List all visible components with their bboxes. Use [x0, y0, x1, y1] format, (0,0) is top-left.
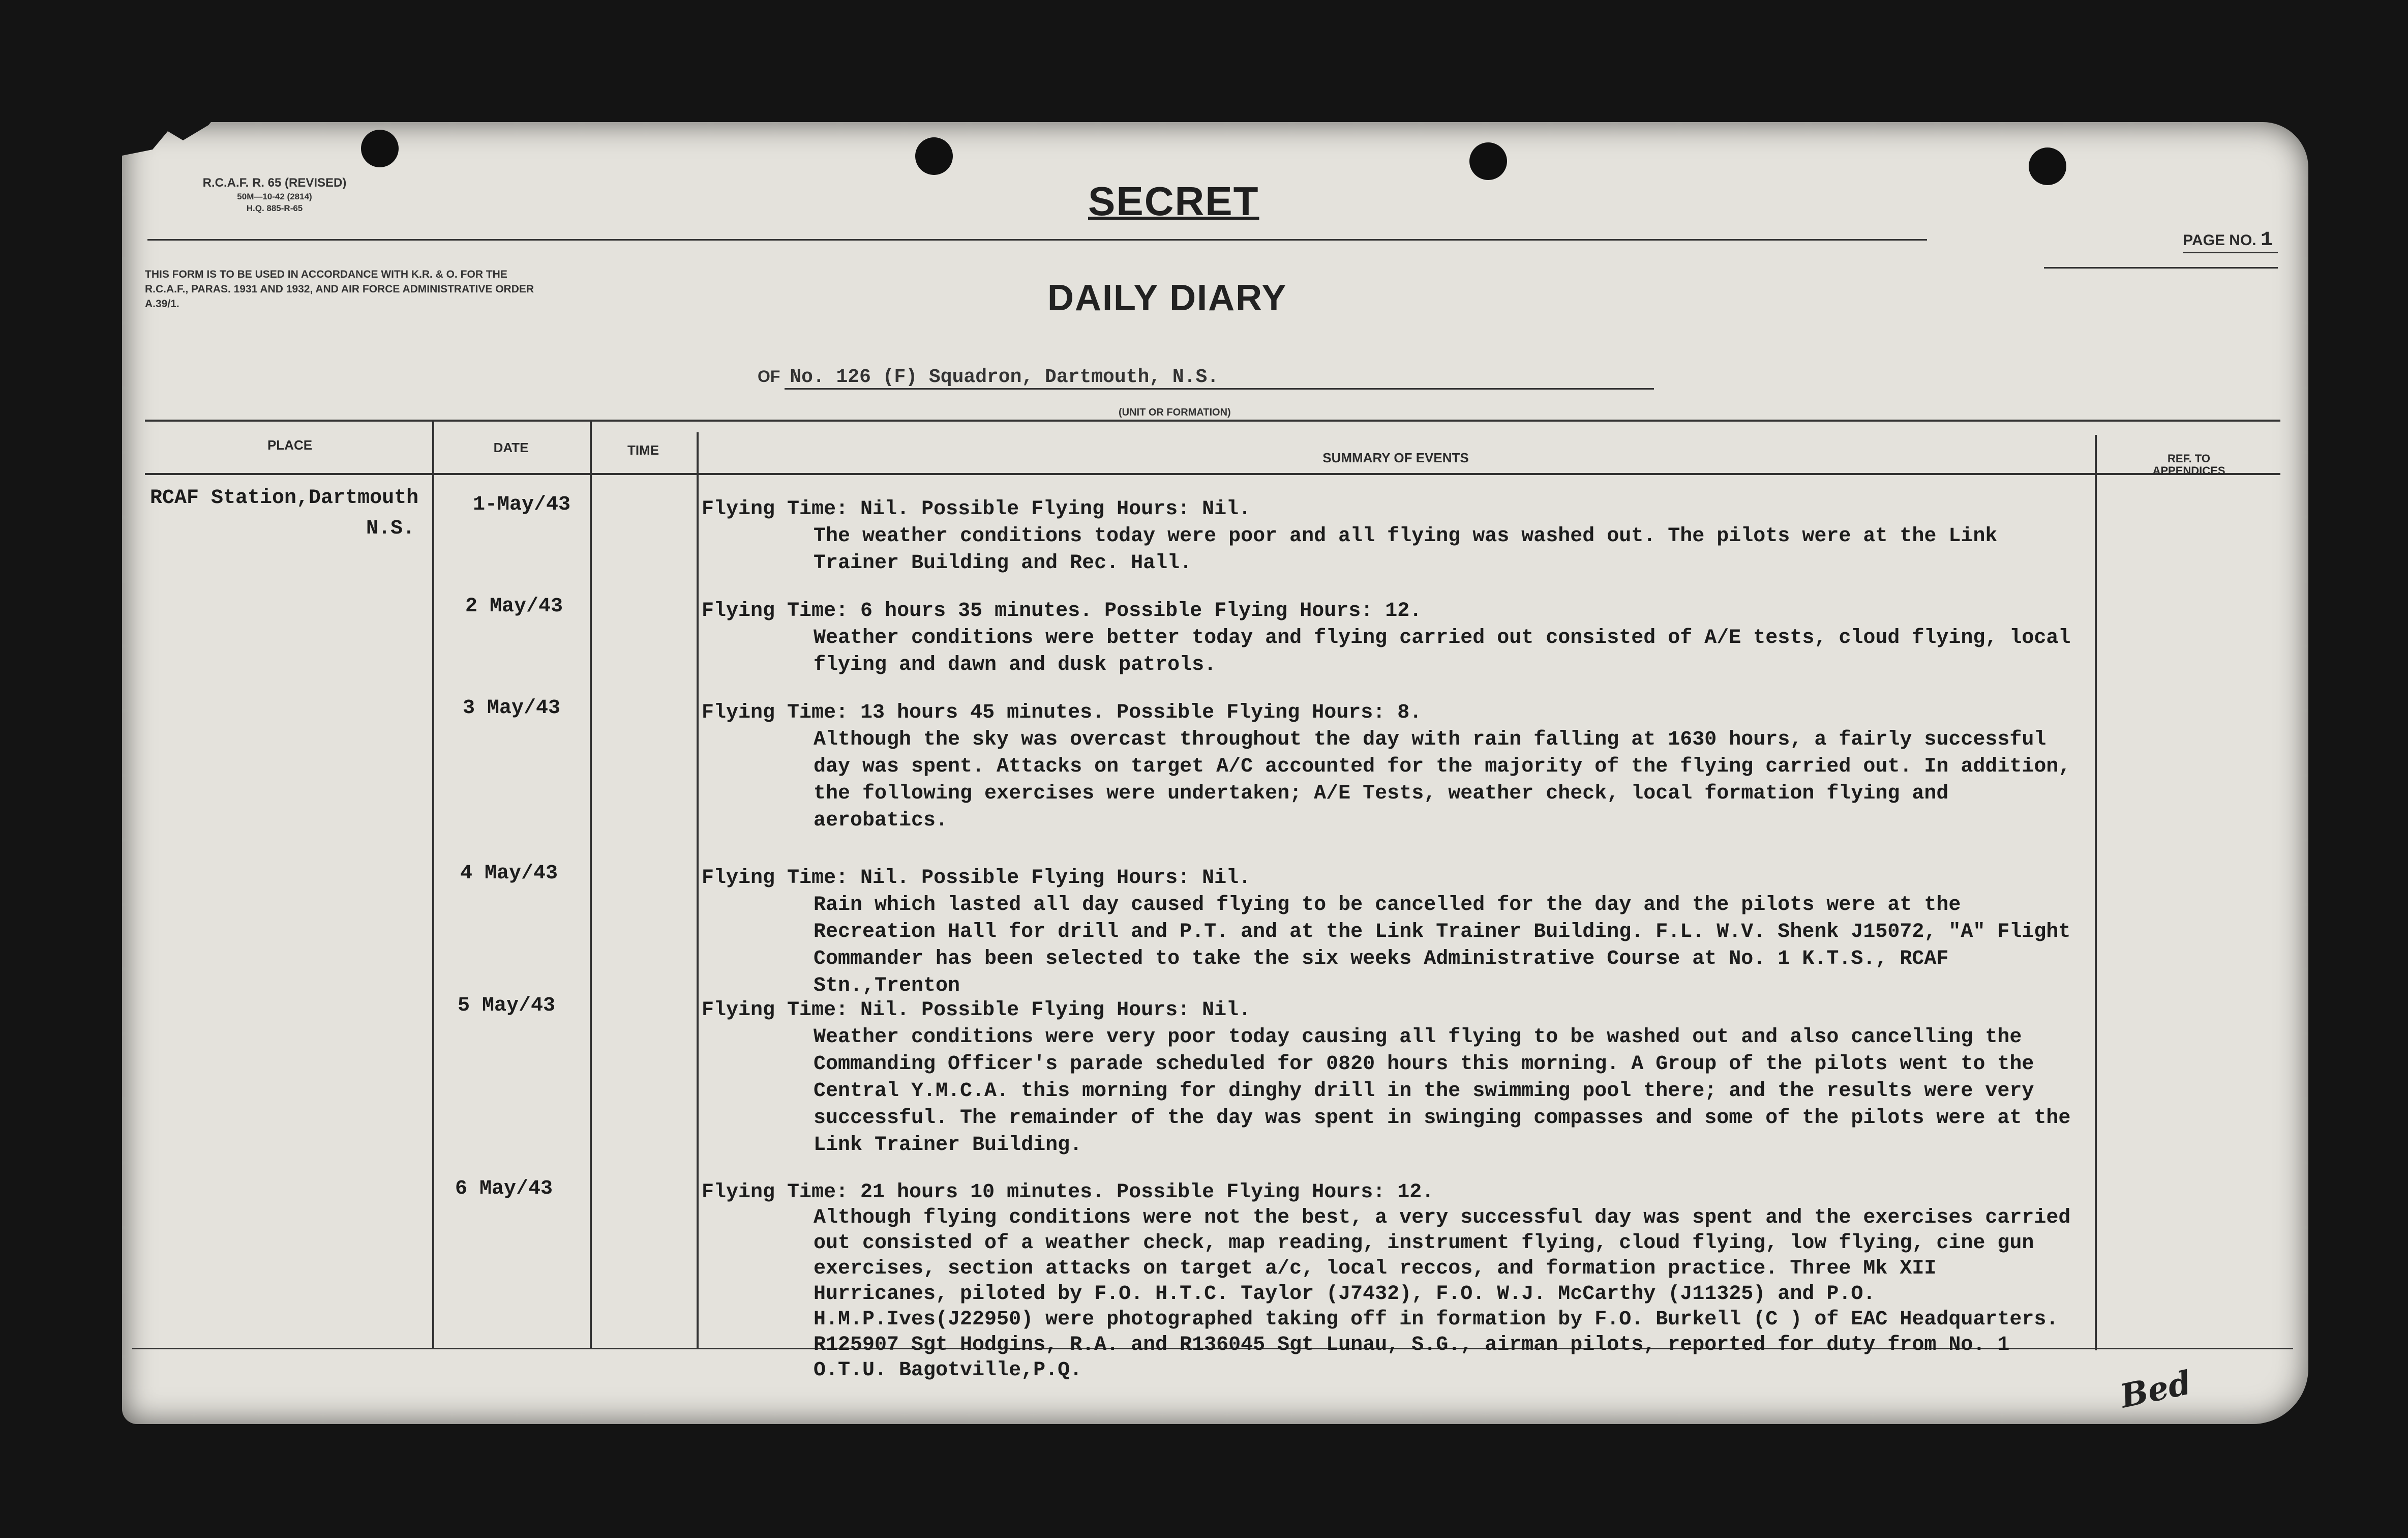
unit-line: [758, 366, 1654, 390]
unit-value: No. 126 (F) Squadron, Dartmouth, N.S.: [785, 366, 1654, 390]
column-divider: [432, 420, 434, 1348]
classification-stamp: SECRET: [1088, 179, 1259, 224]
form-identifier: [153, 175, 397, 214]
place-line-2: N.S.: [366, 517, 415, 540]
entry-body: Although flying conditions were not the best, a very successful day was spent and the exercises carried out consisted of a weather check, map reading, instrument flying, cloud flying, low flying, cine gun exercises, section attacks on target a/c, local reccos, and formation practice. Three Mk XII Hurricanes, piloted by F.O. H.T.C. Taylor (J7432), F.O. W.J. McCarthy (J11325) and P.O. H.M.P.Ives(J22950) were photographed taking off in formation by F.O. Burkell (C ) of EAC Headquarters. R125907 Sgt Hodgins, R.A. and R136045 Sgt Lunau, S.G., airman pilots, reported for duty from No. 1 O.T.U. Bagotville,P.Q.: [814, 1206, 2071, 1382]
column-divider: [2095, 435, 2097, 1350]
diary-entry: [702, 496, 2074, 577]
unit-caption: (UNIT OR FORMATION): [1119, 407, 1231, 418]
print-line-2: H.Q. 885-R-65: [246, 203, 303, 213]
form-number: R.C.A.F. R. 65 (REVISED): [202, 176, 347, 190]
column-header-summary: SUMMARY OF EVENTS: [1322, 450, 1469, 465]
place-cell: [150, 483, 465, 544]
entry-heading: Flying Time: Nil. Possible Flying Hours: Nil.: [702, 999, 1251, 1022]
column-divider: [697, 432, 699, 1348]
table-top-rule: [145, 420, 2280, 422]
header-rule: [2044, 267, 2278, 269]
ref-line-1: REF. TO: [2168, 452, 2210, 465]
diary-entry: [702, 699, 2074, 834]
place-line-1: RCAF Station,Dartmouth: [150, 487, 419, 510]
entry-heading: Flying Time: 21 hours 10 minutes. Possible Flying Hours: 12.: [702, 1181, 1434, 1204]
of-label: OF: [758, 367, 780, 386]
diary-entry: [702, 1180, 2074, 1383]
entry-body: Rain which lasted all day caused flying to be cancelled for the day and the pilots were at the Recreation Hall for drill and P.T. and at the Link Trainer Building. F.L. W.V. Shenk J15072, "A" Flight Commander has been selected to take the six weeks Administrative Course at No. 1 K.T.S., RCAF Stn.,Trenton: [814, 894, 2071, 997]
punch-hole: [915, 137, 953, 175]
entry-body: Although the sky was overcast throughout the day with rain falling at 1630 hours, a fairly successful day was spent. Attacks on target A/C accounted for the majority of the flying carried out. In addition, the following exercises were undertaken; A/E Tests, weather check, local formation flying and aerobatics.: [814, 728, 2071, 832]
punch-hole: [2029, 147, 2066, 185]
entry-date: 4 May/43: [460, 862, 558, 885]
diary-sheet: [122, 122, 2308, 1424]
header-rule: [147, 239, 1927, 241]
column-header-place: PLACE: [267, 437, 313, 453]
page-number-field: [2183, 229, 2278, 253]
entry-date: 2 May/43: [465, 595, 563, 618]
column-header-time: TIME: [627, 442, 659, 458]
column-divider: [590, 420, 592, 1348]
column-header-ref: [2100, 453, 2278, 477]
table-header-rule: [145, 473, 2280, 475]
diary-entry: [702, 865, 2074, 999]
page-label: PAGE NO.: [2183, 232, 2256, 249]
entry-body: Weather conditions were very poor today causing all flying to be washed out and also cancelling the Commanding Officer's parade scheduled for 0820 hours this morning. A Group of the pilots went to the Central Y.M.C.A. this morning for dinghy drill in the swimming pool there; and the results were very successful. The remainder of the day was spent in swinging compasses and some of the pilots were at the Link Trainer Building.: [814, 1026, 2071, 1157]
page-number: 1: [2260, 229, 2273, 252]
column-header-date: DATE: [493, 440, 529, 455]
entry-heading: Flying Time: 6 hours 35 minutes. Possible Flying Hours: 12.: [702, 600, 1422, 623]
entry-body: The weather conditions today were poor and all flying was washed out. The pilots were at the Link Trainer Building and Rec. Hall.: [814, 525, 1998, 575]
print-line-1: 50M—10-42 (2814): [237, 192, 312, 201]
entry-heading: Flying Time: Nil. Possible Flying Hours: Nil.: [702, 867, 1251, 890]
entry-date: 6 May/43: [455, 1177, 553, 1200]
torn-corner: [122, 107, 224, 168]
usage-notice: THIS FORM IS TO BE USED IN ACCORDANCE WITH K.R. & O. FOR THE R.C.A.F., PARAS. 1931 AND 1932, AND AIR FORCE ADMINISTRATIVE ORDER A.39/1.: [145, 269, 534, 310]
entry-heading: Flying Time: Nil. Possible Flying Hours: Nil.: [702, 498, 1251, 521]
diary-entry: [702, 997, 2074, 1159]
entry-date: 1-May/43: [473, 493, 571, 516]
entry-body: Weather conditions were better today and flying carried out consisted of A/E tests, cloud flying, local flying and dawn and dusk patrols.: [814, 627, 2071, 676]
ref-line-2: APPENDICES: [2152, 464, 2225, 477]
entry-date: 5 May/43: [458, 994, 556, 1017]
entry-heading: Flying Time: 13 hours 45 minutes. Possible Flying Hours: 8.: [702, 701, 1422, 724]
diary-entry: [702, 598, 2074, 678]
page-title: DAILY DIARY: [1047, 278, 1287, 318]
punch-hole: [361, 130, 399, 167]
punch-hole: [1469, 142, 1507, 180]
entry-date: 3 May/43: [463, 697, 561, 720]
handwritten-initials: Bed: [2117, 1364, 2195, 1416]
